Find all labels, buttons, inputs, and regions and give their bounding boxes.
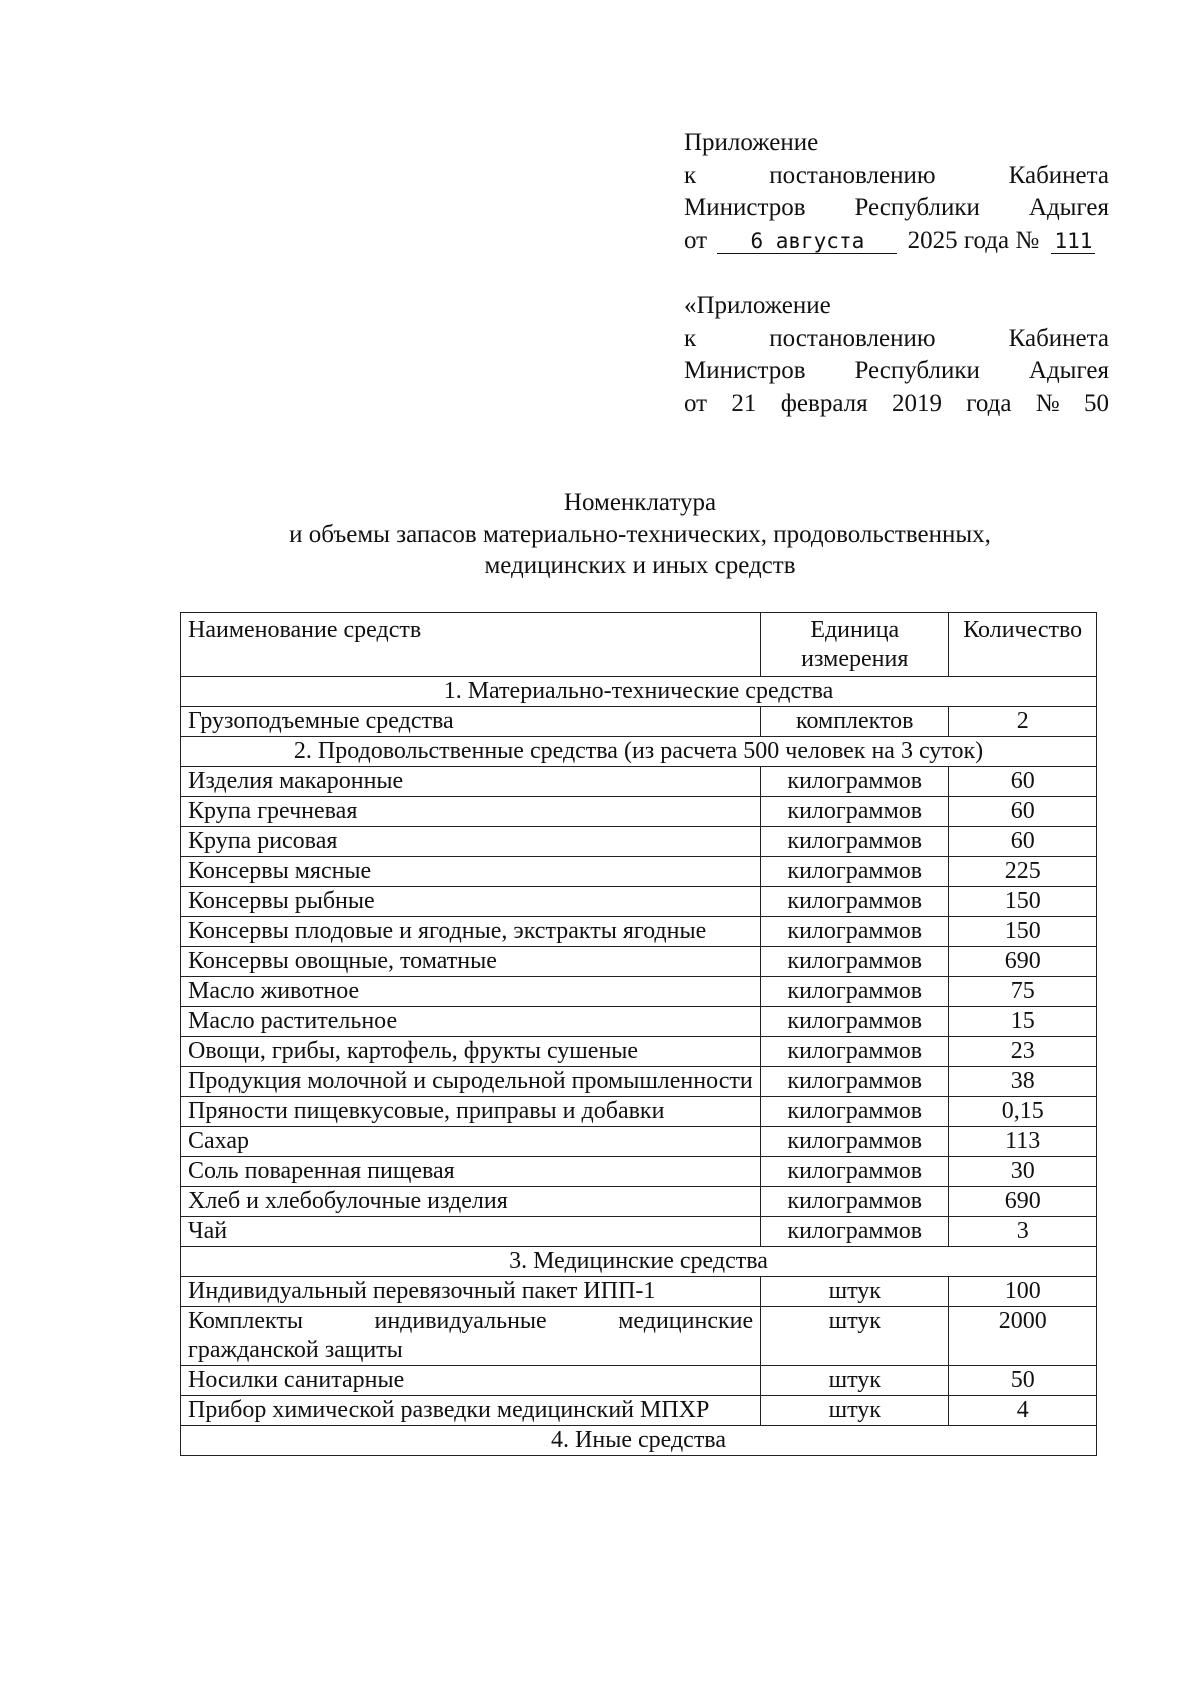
item-unit: килограммов xyxy=(761,1187,949,1217)
table-row xyxy=(181,1037,1097,1067)
item-name: Масло растительное xyxy=(181,1007,761,1037)
item-unit: килограммов xyxy=(761,1037,949,1067)
section-row xyxy=(181,737,1097,767)
item-name: Грузоподъемные средства xyxy=(181,707,761,737)
table-row xyxy=(181,887,1097,917)
item-qty: 75 xyxy=(949,977,1097,1007)
item-unit: килограммов xyxy=(761,917,949,947)
table-row xyxy=(181,1007,1097,1037)
item-qty: 2000 xyxy=(949,1307,1097,1366)
item-name: Крупа рисовая xyxy=(181,827,761,857)
item-name: Консервы мясные xyxy=(181,857,761,887)
item-name: Индивидуальный перевязочный пакет ИПП-1 xyxy=(181,1277,761,1307)
annex-title: Приложение xyxy=(684,129,819,156)
document-title xyxy=(150,487,1130,582)
item-name: Соль поваренная пищевая xyxy=(181,1157,761,1187)
annex-original-date-line: от 21 февраля 2019 года № 50 xyxy=(684,389,1109,417)
section-row xyxy=(181,677,1097,707)
item-name: Хлеб и хлебобулочные изделия xyxy=(181,1187,761,1217)
item-unit: килограммов xyxy=(761,977,949,1007)
item-qty: 2 xyxy=(949,707,1097,737)
item-qty: 30 xyxy=(949,1157,1097,1187)
item-qty: 38 xyxy=(949,1067,1097,1097)
table-row xyxy=(181,1217,1097,1247)
item-unit: штук xyxy=(761,1307,949,1366)
item-qty: 150 xyxy=(949,917,1097,947)
item-unit: килограммов xyxy=(761,947,949,977)
item-name: Консервы плодовые и ягодные, экстракты ягодные xyxy=(181,917,761,947)
section-title: 3. Медицинские средства xyxy=(181,1247,1097,1277)
table-row xyxy=(181,947,1097,977)
annex-original-line3: Министров Республики Адыгея xyxy=(684,357,1109,384)
table-row xyxy=(181,1307,1097,1366)
table-row xyxy=(181,707,1097,737)
table-row xyxy=(181,827,1097,857)
item-qty: 100 xyxy=(949,1277,1097,1307)
item-unit: килограммов xyxy=(761,887,949,917)
item-unit: килограммов xyxy=(761,1217,949,1247)
item-name: Овощи, грибы, картофель, фрукты сушеные xyxy=(181,1037,761,1067)
table-row xyxy=(181,857,1097,887)
annex-current xyxy=(684,127,1109,257)
table-row xyxy=(181,1277,1097,1307)
item-qty: 690 xyxy=(949,1187,1097,1217)
item-name: Носилки санитарные xyxy=(181,1366,761,1396)
title-line-1: Номенклатура xyxy=(563,489,717,516)
table-row xyxy=(181,797,1097,827)
annex-date-line: от 6 августа 2025 года № 111 xyxy=(684,225,1109,258)
item-unit: килограммов xyxy=(761,1097,949,1127)
item-qty: 0,15 xyxy=(949,1097,1097,1127)
annex-line2: к постановлению Кабинета xyxy=(684,161,1109,189)
item-unit: килограммов xyxy=(761,1127,949,1157)
title-line-3: медицинских и иных средств xyxy=(484,552,796,579)
item-name: Крупа гречневая xyxy=(181,797,761,827)
table-row xyxy=(181,1127,1097,1157)
item-qty: 23 xyxy=(949,1037,1097,1067)
item-name: Комплекты индивидуальные медицинские гражданской защиты xyxy=(181,1307,761,1366)
item-name: Консервы овощные, томатные xyxy=(181,947,761,977)
table-row xyxy=(181,917,1097,947)
title-line-2: и объемы запасов материально-технических, продовольственных, xyxy=(289,520,991,548)
item-name: Сахар xyxy=(181,1127,761,1157)
item-qty: 150 xyxy=(949,887,1097,917)
item-name: Чай xyxy=(181,1217,761,1247)
table-row xyxy=(181,767,1097,797)
item-qty: 15 xyxy=(949,1007,1097,1037)
table-header-row xyxy=(181,613,1097,677)
item-name: Пряности пищевкусовые, приправы и добавки xyxy=(181,1097,761,1127)
annex-line3: Министров Республики Адыгея xyxy=(684,194,1109,221)
table-row xyxy=(181,977,1097,1007)
annex-original-line2: к постановлению Кабинета xyxy=(684,324,1109,352)
item-qty: 113 xyxy=(949,1127,1097,1157)
table-row xyxy=(181,1097,1097,1127)
item-name: Консервы рыбные xyxy=(181,887,761,917)
header-qty: Количество xyxy=(949,613,1097,677)
item-qty: 3 xyxy=(949,1217,1097,1247)
header-unit: Единица измерения xyxy=(761,613,949,677)
item-unit: штук xyxy=(761,1366,949,1396)
item-qty: 60 xyxy=(949,797,1097,827)
item-name: Прибор химической разведки медицинский МПХР xyxy=(181,1396,761,1426)
section-row xyxy=(181,1426,1097,1456)
item-unit: килограммов xyxy=(761,1007,949,1037)
item-qty: 50 xyxy=(949,1366,1097,1396)
item-qty: 60 xyxy=(949,767,1097,797)
item-unit: штук xyxy=(761,1396,949,1426)
table-row xyxy=(181,1396,1097,1426)
header-name: Наименование средств xyxy=(181,613,761,677)
date-fill-field: 6 августа xyxy=(717,229,897,254)
table-row xyxy=(181,1187,1097,1217)
nomenclature-table xyxy=(180,612,1097,1456)
item-unit: комплектов xyxy=(761,707,949,737)
section-title: 1. Материально-технические средства xyxy=(181,677,1097,707)
item-unit: штук xyxy=(761,1277,949,1307)
item-unit: килограммов xyxy=(761,797,949,827)
annex-original xyxy=(684,290,1109,420)
number-fill-field: 111 xyxy=(1051,229,1095,254)
item-unit: килограммов xyxy=(761,857,949,887)
item-unit: килограммов xyxy=(761,1157,949,1187)
item-unit: килограммов xyxy=(761,767,949,797)
item-qty: 225 xyxy=(949,857,1097,887)
annex-original-title: «Приложение xyxy=(684,292,831,319)
item-qty: 4 xyxy=(949,1396,1097,1426)
section-title: 2. Продовольственные средства (из расчета 500 человек на 3 суток) xyxy=(181,737,1097,767)
table-row xyxy=(181,1366,1097,1396)
item-qty: 690 xyxy=(949,947,1097,977)
table-row xyxy=(181,1157,1097,1187)
item-unit: килограммов xyxy=(761,827,949,857)
item-name: Масло животное xyxy=(181,977,761,1007)
item-name: Продукция молочной и сыродельной промышленности xyxy=(181,1067,761,1097)
item-qty: 60 xyxy=(949,827,1097,857)
item-name: Изделия макаронные xyxy=(181,767,761,797)
table-row xyxy=(181,1067,1097,1097)
section-title: 4. Иные средства xyxy=(181,1426,1097,1456)
item-unit: килограммов xyxy=(761,1067,949,1097)
section-row xyxy=(181,1247,1097,1277)
